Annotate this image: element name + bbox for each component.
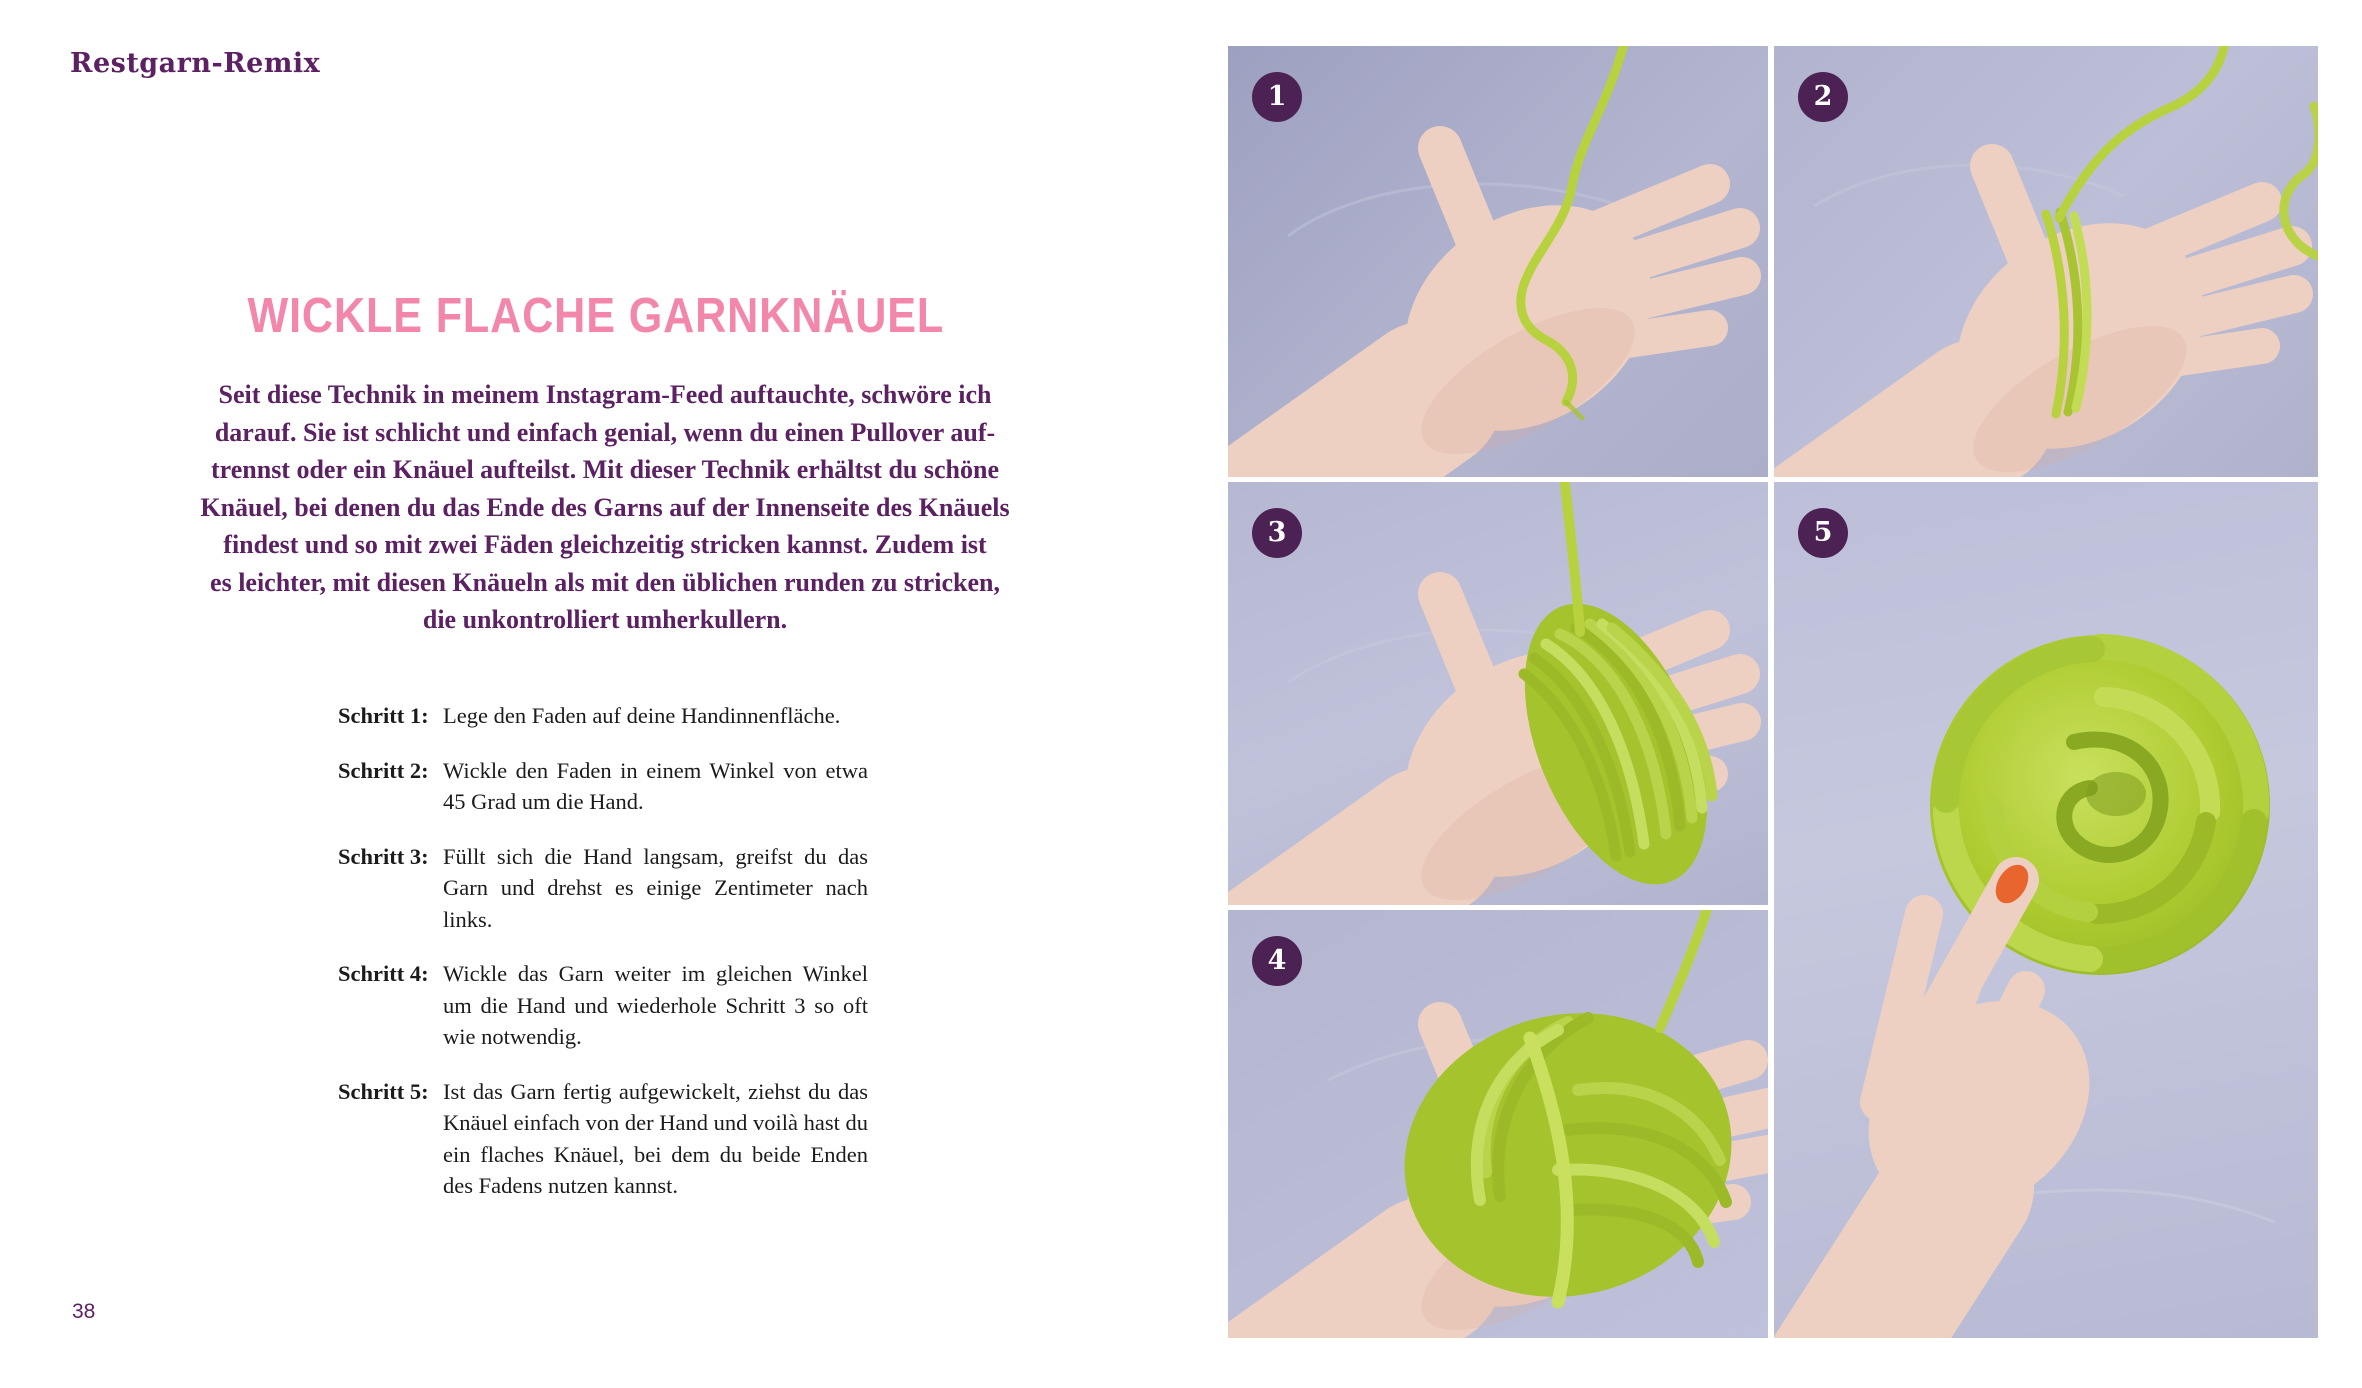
intro-line: trennst oder ein Knäuel aufteilst. Mit dieser Technik erhältst du schöne [211, 455, 999, 484]
step-text: Füllt sich die Hand langsam, greifst du das Garn und drehst es einige Zentimeter nach links. [443, 843, 868, 932]
photo-step-3 [1228, 482, 1768, 905]
step-text: Lege den Faden auf deine Handinnenfläche. [443, 703, 841, 728]
photo-illustration-3 [1228, 482, 1768, 905]
photo-step-1 [1228, 46, 1768, 477]
step-text: Wickle das Garn weiter im gleichen Winkel um die Hand und wiederhole Schritt 3 so oft wie notwendig. [443, 961, 868, 1049]
photo-step-2 [1774, 46, 2318, 477]
chapter-label: Restgarn-Remix [70, 48, 321, 79]
intro-paragraph [165, 376, 1045, 639]
step-label: Schritt 1: [338, 703, 429, 728]
step-text: Ist das Garn fertig aufgewickelt, ziehst du das Knäuel einfach von der Hand und voilà hast du ein flaches Knäuel, bei dem du beide Enden des Fadens nutzen kannst. [443, 1078, 868, 1198]
step-row [338, 755, 868, 818]
intro-line: Seit diese Technik in meinem Instagram-Feed auftauchte, schwöre ich [218, 380, 992, 409]
step-row [338, 1076, 868, 1202]
photo-number-badge: 5 [1798, 508, 1848, 558]
steps-list [338, 700, 868, 1202]
photo-illustration-1 [1228, 46, 1768, 477]
photo-number-badge: 3 [1252, 508, 1302, 558]
photo-number-badge: 1 [1252, 72, 1302, 122]
step-row [338, 700, 868, 732]
photo-number-badge: 2 [1798, 72, 1848, 122]
intro-line: Knäuel, bei denen du das Ende des Garns auf der Innenseite des Knäuels [200, 492, 1010, 522]
intro-line: darauf. Sie ist schlicht und einfach genial, wenn du einen Pullover auf- [214, 417, 996, 447]
step-label: Schritt 5: [338, 1078, 429, 1104]
step-label: Schritt 4: [338, 961, 429, 986]
photo-number-badge: 4 [1252, 936, 1302, 986]
step-label: Schritt 2: [338, 757, 429, 783]
hand-shape [1238, 148, 1742, 477]
intro-line: die unkontrolliert umherkullern. [422, 605, 788, 634]
photo-illustration-4 [1228, 910, 1768, 1338]
photo-illustration-5 [1774, 482, 2318, 1338]
page-title-wrap [136, 288, 1056, 344]
page-title: WICKLE FLACHE GARNKNÄUEL [247, 289, 945, 343]
photo-illustration-2 [1774, 46, 2318, 477]
page-number: 38 [72, 1300, 96, 1323]
photo-step-4 [1228, 910, 1768, 1338]
step-row [338, 841, 868, 936]
photo-step-5 [1774, 482, 2318, 1338]
step-text: Wickle den Faden in einem Winkel von etwa 45 Grad um die Hand. [443, 757, 868, 814]
intro-line: es leichter, mit diesen Knäueln als mit den üblichen runden zu stricken, [210, 567, 1000, 597]
step-label: Schritt 3: [338, 843, 429, 869]
step-row [338, 958, 868, 1053]
intro-line: findest und so mit zwei Fäden gleichzeitig stricken kannst. Zudem ist [223, 530, 987, 559]
